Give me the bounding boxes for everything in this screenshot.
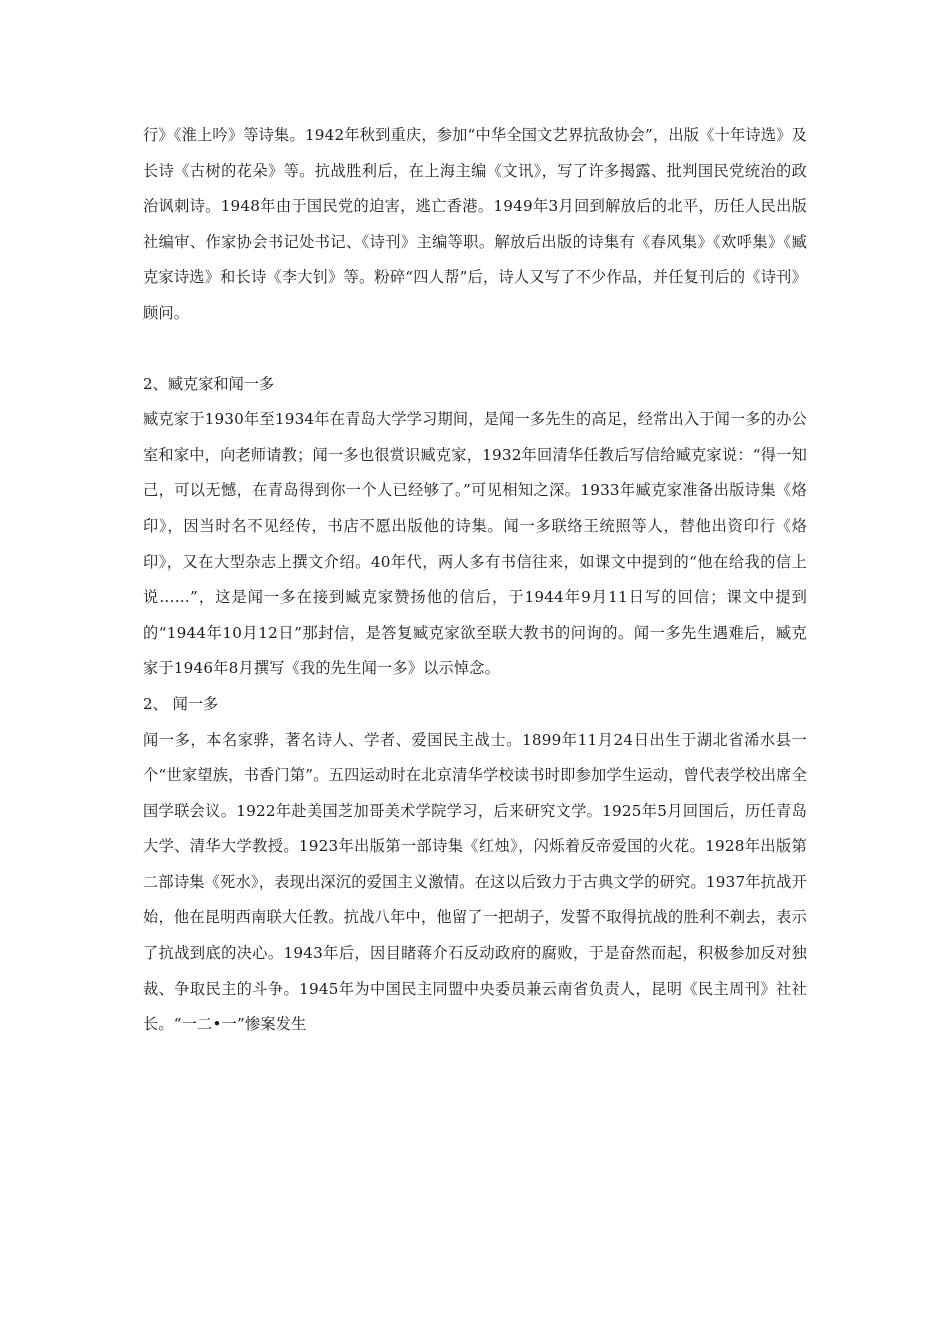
wen-yiduo-paragraph: 闻一多，本名家骅，著名诗人、学者、爱国民主战士。1899年11月24日出生于湖北省浠水县一个“世家望族，书香门第”。五四运动时在北京清华学校读书时即参加学生运动，曾代表学校出席全国学联会议。1922年赴美国芝加哥美术学院学习，后来研究文学。1925年5月回国后，历任青岛大学、清华大学教授。1923年出版第一部诗集《红烛》，闪烁着反帝爱国的火花。1928年出版第二部诗集《死水》，表现出深沉的爱国主义激情。在这以后致力于古典文学的研究。1937年抗战开始，他在昆明西南联大任教。抗战八年中，他留了一把胡子，发誓不取得抗战的胜利不剃去，表示了抗战到底的决心。1943年后，因目睹蒋介石反动政府的腐败，于是奋然而起，积极参加反对独裁、争取民主的斗争。1945年为中国民主同盟中央委员兼云南省负责人，昆明《民主周刊》社社长。“一二•一”惨案发生 xyxy=(143,730,807,1034)
zang-and-wen-paragraph: 臧克家于1930年至1934年在青岛大学学习期间，是闻一多先生的高足，经常出入于闻一多的办公室和家中，向老师请教；闻一多也很赏识臧克家，1932年回清华任教后写信给臧克家说：“得一知己，可以无憾，在青岛得到你一个人已经够了。”可见相知之深。1933年臧克家准备出版诗集《烙印》，因当时名不见经传，书店不愿出版他的诗集。闻一多联络王统照等人，替他出资印行《烙印》，又在大型杂志上撰文介绍。40年代，两人多有书信往来，如课文中提到的“他在给我的信上说……”，这是闻一多在接到臧克家赞扬他的信后，于1944年9月11日写的回信；课文中提到的“1944年10月12日”那封信，是答复臧克家欲至联大教书的问询的。闻一多先生遇难后，臧克家于1946年8月撰写《我的先生闻一多》以示悼念。 xyxy=(143,410,807,678)
intro-paragraph: 行》《淮上吟》等诗集。1942年秋到重庆，参加“中华全国文艺界抗敌协会”，出版《十年诗选》及长诗《古树的花朵》等。抗战胜利后，在上海主编《文讯》，写了许多揭露、批判国民党统治的政治讽刺诗。1948年由于国民党的迫害，逃亡香港。1949年3月回到解放后的北平，历任人民出版社编审、作家协会书记处书记、《诗刊》主编等职。解放后出版的诗集有《春风集》《欢呼集》《臧克家诗选》和长诗《李大钊》等。粉碎“四人帮”后，诗人又写了不少作品，并任复刊后的《诗刊》顾问。 xyxy=(143,126,807,322)
section-heading-wen-yiduo: 2、 闻一多 xyxy=(143,694,219,713)
section-heading-zang-and-wen: 2、臧克家和闻一多 xyxy=(143,374,275,393)
document-page xyxy=(143,118,807,1043)
section-spacer xyxy=(143,332,807,367)
